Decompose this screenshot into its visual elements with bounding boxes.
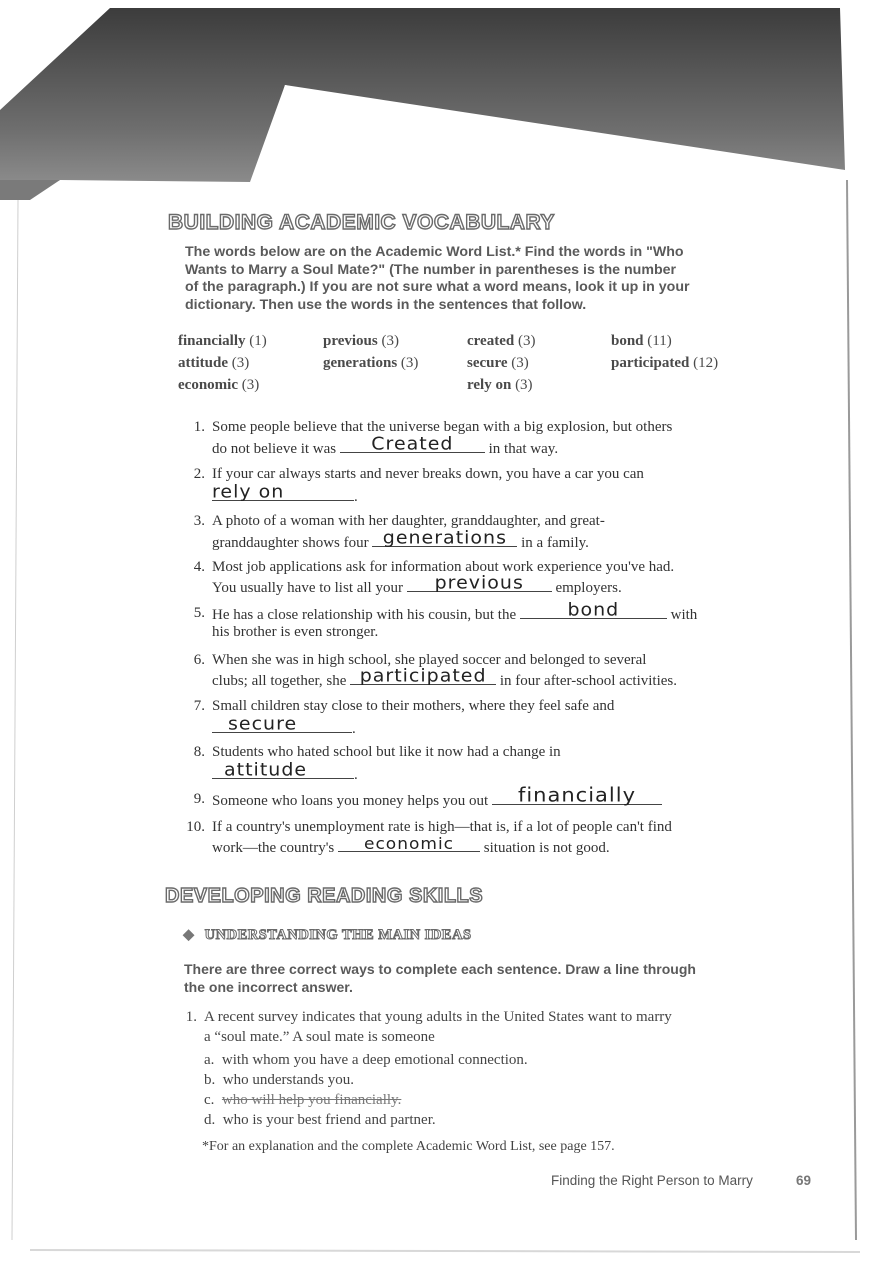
reading-instruction	[184, 960, 696, 996]
intro-line: dictionary. Then use the words in the sentences that follow.	[185, 296, 587, 313]
footnote: *For an explanation and the complete Academic Word List, see page 157.	[202, 1139, 615, 1154]
word-bank-item: created (3)	[467, 333, 536, 349]
vocab-heading: BUILDING ACADEMIC VOCABULARY	[168, 211, 555, 234]
answer-blank[interactable]	[338, 834, 480, 854]
word-bank-item: secure (3)	[467, 355, 529, 371]
answer-blank[interactable]	[340, 433, 485, 455]
word-bank-item: economic (3)	[178, 377, 260, 393]
word-bank-item: participated (12)	[611, 355, 719, 371]
answer-blank[interactable]	[212, 713, 352, 735]
page-number: 69	[796, 1173, 812, 1188]
handwritten-answer: participated	[359, 665, 487, 687]
answer-blank[interactable]	[407, 572, 552, 594]
diamond-icon: ◆	[183, 927, 195, 943]
vocab-intro	[185, 244, 690, 314]
handwritten-answer: generations	[382, 527, 507, 549]
reading-subheading: ◆ UNDERSTANDING THE MAIN IDEAS	[183, 927, 472, 943]
intro-line: of the paragraph.) If you are not sure what a word means, look it up in your	[185, 279, 690, 296]
handwritten-answer: previous	[434, 572, 524, 594]
answer-blank[interactable]	[212, 481, 354, 503]
word-bank-item: generations (3)	[323, 355, 419, 371]
instruction-line: There are three correct ways to complete each sentence. Draw a line through	[184, 961, 696, 977]
handwritten-answer: secure	[228, 713, 298, 735]
intro-line: The words below are on the Academic Word List.* Find the words in "Who	[185, 244, 684, 260]
handwritten-answer: bond	[567, 599, 620, 621]
option-a[interactable]: a. with whom you have a deep emotional connection.	[204, 1052, 528, 1068]
answer-blank[interactable]	[350, 665, 496, 687]
handwritten-answer: economic	[364, 834, 455, 854]
handwritten-answer: rely on	[212, 481, 285, 503]
answer-blank[interactable]	[372, 527, 517, 549]
handwritten-answer: attitude	[224, 759, 308, 781]
word-bank-item: previous (3)	[323, 333, 399, 349]
reading-heading: DEVELOPING READING SKILLS	[165, 885, 484, 907]
handwritten-answer: Created	[371, 433, 454, 455]
option-b[interactable]: b. who understands you.	[204, 1072, 354, 1088]
footer-title: Finding the Right Person to Marry	[551, 1173, 753, 1188]
answer-blank[interactable]	[492, 783, 662, 807]
word-bank-item: rely on (3)	[467, 377, 533, 393]
answer-blank[interactable]	[520, 599, 667, 621]
word-bank-item: financially (1)	[178, 333, 267, 349]
instruction-line: the one incorrect answer.	[184, 979, 353, 995]
option-d[interactable]: d. who is your best friend and partner.	[204, 1112, 436, 1128]
option-c[interactable]: c. who will help you financially.	[204, 1092, 402, 1108]
word-bank-item: attitude (3)	[178, 355, 250, 371]
handwritten-answer: financially	[517, 783, 637, 807]
answer-blank[interactable]	[212, 759, 354, 781]
word-bank-item: bond (11)	[611, 333, 672, 349]
intro-line: Wants to Marry a Soul Mate?" (The number in parentheses is the number	[185, 261, 677, 278]
